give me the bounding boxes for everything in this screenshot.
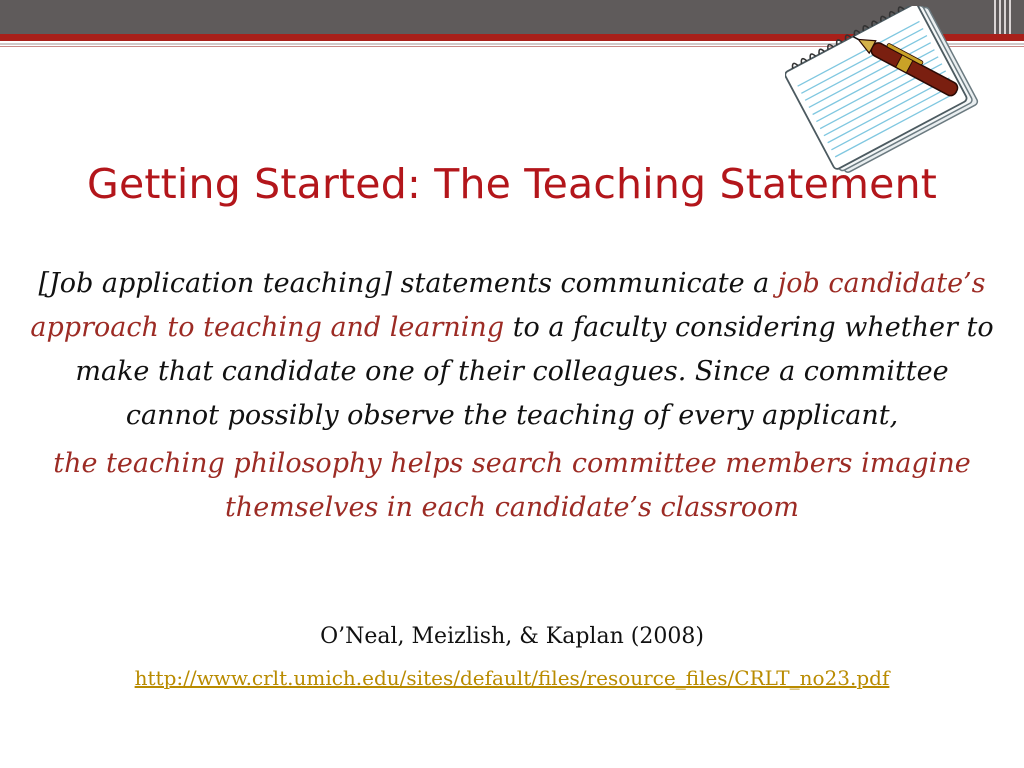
quote-text-part2: to a faculty considering whether to make that candidate one of their colleagues. Since a committee cannot possibly observe the teaching of every applicant, xyxy=(75,312,994,431)
citation: O’Neal, Meizlish, & Kaplan (2008) xyxy=(320,624,704,649)
quote-body xyxy=(30,262,994,530)
quote-highlight: the teaching philosophy helps search committee members imagine themselves in each candidate’s classroom xyxy=(53,448,971,523)
slide-title: Getting Started: The Teaching Statement xyxy=(86,160,938,208)
notepad-with-pen-icon xyxy=(785,6,1000,176)
quote-text-part1: [Job application teaching] statements communicate a xyxy=(38,268,778,299)
quote-accent-phrase: job candidate’s approach to teaching and learning xyxy=(30,268,986,343)
source-link[interactable]: http://www.crlt.umich.edu/sites/default/files/resource_files/CRLT_no23.pdf xyxy=(134,666,890,690)
